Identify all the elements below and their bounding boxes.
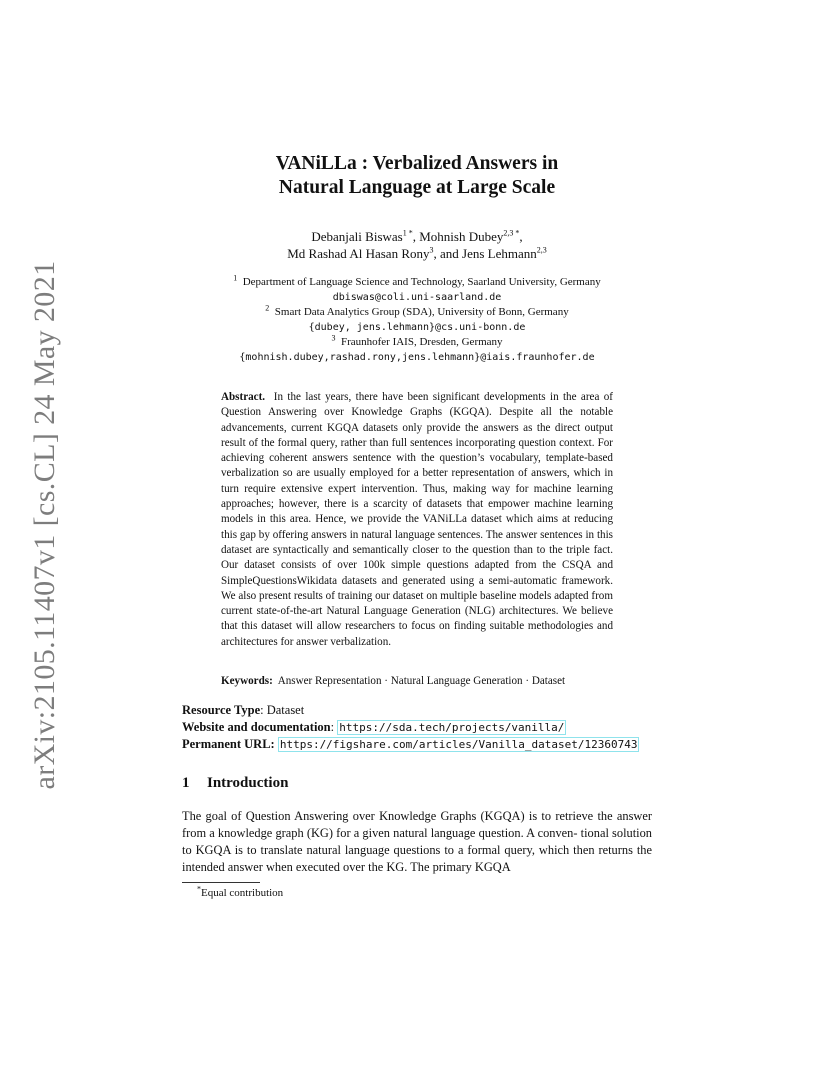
footnote-divider (182, 882, 260, 883)
abstract-line: answers, which in turn require extensive expert intervention. Thus, making way for (221, 467, 613, 495)
paper-title (0, 152, 828, 200)
author-name: Debanjali Biswas (311, 229, 403, 244)
affiliation-1 (0, 275, 828, 290)
author-line-1 (0, 228, 828, 245)
resource-metadata (182, 702, 682, 753)
intro-line: tional solution to KGQA is to translate natural language questions to a formal query, (182, 826, 652, 857)
abstract-line: template-based verbalization so are usually employed for a better representation of (221, 452, 613, 480)
affiliations (0, 275, 828, 365)
section-heading (182, 775, 288, 792)
affiliation-2 (0, 305, 828, 320)
permanent-url-link[interactable]: https://figshare.com/articles/Vanilla_dataset/12360743 (279, 738, 638, 751)
author-separator: , (519, 229, 523, 244)
title-line-1: VANiLLa : Verbalized Answers in (275, 153, 559, 174)
intro-line: which then returns the intended answer when executed over the KG. The primary KGQA (182, 843, 653, 874)
abstract-line: to the question than to the triple fact. Our dataset consists of over 100k simple (221, 543, 613, 572)
footnote (197, 886, 283, 900)
abstract-line: Natural Language Generation (NLG) architectures. We believe that this dataset (221, 605, 614, 633)
section-number: 1 (182, 775, 190, 791)
affiliation-number: 3 (331, 333, 336, 343)
resource-type-value: : Dataset (260, 703, 305, 717)
author-affil-mark: 2,3 (536, 245, 547, 255)
section-title: Introduction (207, 775, 289, 791)
abstract-line: for answer verbalization. (280, 635, 392, 648)
affiliation-1-email: dbiswas@coli.uni-saarland.de (332, 292, 502, 303)
website-row: Website and documentation: https://sda.tech/projects/vanilla/ (182, 720, 565, 734)
footnote-text: Equal contribution (201, 887, 284, 899)
author-list (0, 228, 828, 262)
abstract-line: machine learning approaches; however, there is a scarcity of datasets that empower (221, 482, 613, 511)
author-name: Md Rashad Al Hasan Rony (287, 246, 430, 261)
abstract-line: context. For achieving coherent answers sentence with the question’s vocabulary, (221, 436, 613, 465)
affiliation-3 (0, 335, 828, 350)
footnote-mark: * (197, 884, 201, 894)
website-label: Website and documentation (182, 720, 331, 734)
abstract-line: advancements, current KGQA datasets only provide the answers as the direct (221, 421, 581, 434)
abstract-line: machine learning models in this area. Hence, we provide the VANiLLa dataset (221, 498, 614, 526)
affiliation-name: Department of Language Science and Technology, Saarland University, Germany (242, 276, 601, 288)
affiliation-2-email: {dubey, jens.lehmann}@cs.uni-bonn.de (308, 322, 526, 333)
affiliation-3-email: {mohnish.dubey,rashad.rony,jens.lehmann}@iais.fraunhofer.de (239, 352, 595, 363)
abstract-line: will allow researchers to focus on finding suitable methodologies and architectures (221, 620, 613, 648)
author-line-2 (0, 245, 828, 262)
keywords-text: Answer Representation · Natural Language Generation · Dataset (277, 675, 566, 687)
arxiv-identifier: arXiv:2105.11407v1 [cs.CL] 24 May 2021 (28, 260, 61, 790)
resource-type-label: Resource Type (182, 703, 261, 717)
keywords (221, 674, 621, 689)
intro-line: answer from a knowledge graph (KG) for a given natural language question. A conven- (182, 809, 652, 840)
permanent-url-label: Permanent URL: (182, 737, 278, 751)
author-affil-mark: 3 (429, 245, 434, 255)
abstract-line: In the last years, there have been significant developments in the area (273, 391, 600, 403)
affiliation-name: Fraunhofer IAIS, Dresden, Germany (340, 336, 503, 348)
affiliation-number: 2 (265, 303, 270, 313)
website-link[interactable]: https://sda.tech/projects/vanilla/ (339, 721, 565, 734)
abstract-line: The answer sentences in this dataset are syntactically and semantically closer (221, 528, 613, 556)
abstract (221, 390, 613, 650)
abstract-line: output result of the formal query, rather than full sentences incorporating question (221, 421, 613, 449)
intro-paragraph (182, 808, 652, 876)
affiliation-number: 1 (233, 273, 238, 283)
intro-line: The goal of Question Answering over Knowledge Graphs (KGQA) is to retrieve the (182, 809, 613, 823)
title-line-2: Natural Language at Large Scale (278, 177, 556, 198)
author-name: , and Jens Lehmann (433, 246, 537, 261)
affiliation-name: Smart Data Analytics Group (SDA), University of Bonn, Germany (274, 306, 569, 318)
abstract-line: which aims at reducing this gap by offering answers in natural language sentences. (221, 513, 613, 541)
author-affil-mark: 2,3 * (503, 228, 520, 238)
permanent-url-row (182, 736, 682, 753)
resource-type-row (182, 702, 682, 719)
keywords-label: Keywords: (221, 675, 273, 687)
abstract-label: Abstract. (221, 391, 266, 403)
abstract-line: our dataset on multiple baseline models adapted from current state-of-the-art (221, 589, 613, 618)
abstract-line: generated using a semi-automatic framework. We also present results of training (221, 574, 613, 602)
abstract-line: questions adapted from the CSQA and SimpleQuestionsWikidata datasets and (221, 559, 613, 587)
abstract-line: of Question Answering over Knowledge Graphs (KGQA). Despite all the notable (221, 391, 613, 419)
author-affil-mark: 1 * (402, 228, 413, 238)
author-name: , Mohnish Dubey (412, 229, 504, 244)
